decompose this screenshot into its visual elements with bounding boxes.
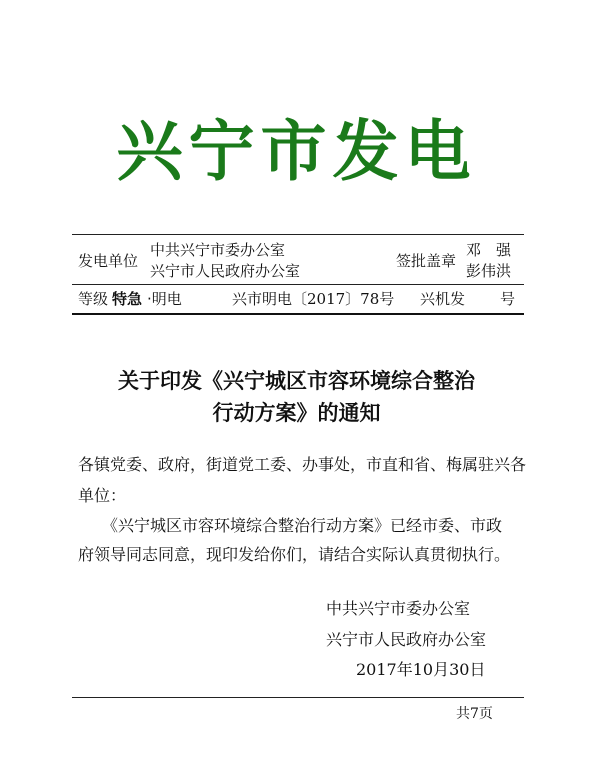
number-suffix: 号 — [500, 290, 516, 308]
document-title-line-1: 关于印发《兴宁城区市容环境综合整治 — [118, 369, 475, 393]
sender-2: 兴宁市人民政府办公室 — [150, 262, 301, 280]
body-line-4: 府领导同志同意，现印发给你们，请结合实际认真贯彻执行。 — [78, 545, 511, 564]
dept-label: 兴机发 — [420, 290, 466, 308]
body-line-3: 《兴宁城区市容环境综合整治行动方案》已经市委、市政 — [78, 516, 503, 535]
signature-2: 兴宁市人民政府办公室 — [326, 630, 487, 649]
approver-1: 邓 强 — [466, 241, 512, 259]
body-line-1: 各镇党委、政府，街道党工委、办事处，市直和省、梅属驻兴各 — [78, 455, 527, 474]
document-title-line-2: 行动方案》的通知 — [212, 401, 381, 425]
sender-label: 发电单位 — [78, 252, 139, 270]
header-mid-rule — [72, 284, 524, 285]
approver-label: 签批盖章 — [396, 252, 457, 270]
approver-2: 彭伟洪 — [466, 262, 512, 280]
grade-value: 特急 — [112, 290, 143, 308]
footer-rule — [72, 697, 524, 698]
page-count: 共7页 — [456, 706, 493, 722]
header-bottom-rule — [72, 313, 524, 315]
sender-1: 中共兴宁市委办公室 — [150, 241, 286, 259]
transmission-mode: ·明电 — [147, 290, 182, 308]
signature-1: 中共兴宁市委办公室 — [326, 599, 471, 618]
masthead-title: 兴宁市发电 — [116, 112, 477, 190]
doc-number: 兴市明电〔2017〕78号 — [232, 290, 395, 308]
header-top-rule — [72, 234, 524, 235]
grade-label: 等级 — [78, 290, 109, 308]
issue-date: 2017年10月30日 — [356, 660, 486, 679]
body-line-2: 单位： — [78, 486, 127, 505]
